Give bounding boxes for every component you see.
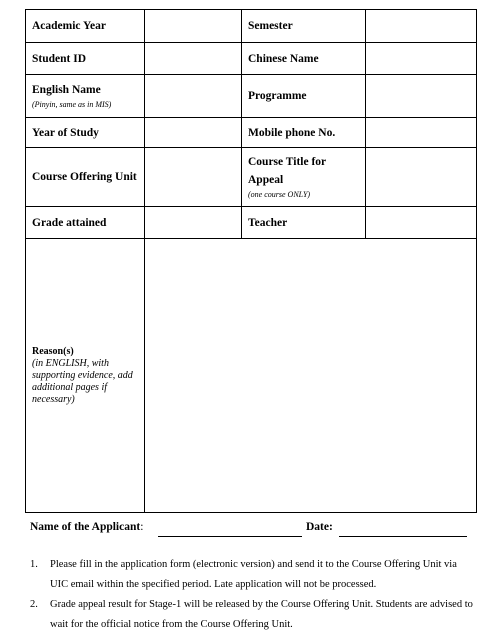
semester-field[interactable] [366,10,477,43]
grade-label: Grade attained [26,207,145,239]
english-name-field[interactable] [145,75,242,118]
year-of-study-label: Year of Study [26,118,145,148]
mobile-label: Mobile phone No. [242,118,366,148]
note-text: Grade appeal result for Stage-1 will be released by the Course Offering Unit. Students are advised to wait for the official notice from the Course Offering Unit. [50,599,473,630]
mobile-field[interactable] [366,118,477,148]
form-row [26,75,477,118]
english-name-note: (Pinyin, same as in MIS) [32,100,112,109]
academic-year-label: Academic Year [26,10,145,43]
course-offering-unit-label: Course Offering Unit [26,148,145,207]
notes-list [30,555,475,635]
note-item [30,595,475,635]
note-number: 2. [30,599,38,610]
teacher-label: Teacher [242,207,366,239]
appeal-form-table [25,9,477,513]
reason-note: (in ENGLISH, with supporting evidence, add additional pages if necessary) [32,358,133,405]
form-row [26,10,477,43]
course-title-label: Course Title for Appeal (one course ONLY) [242,148,366,207]
grade-field[interactable] [145,207,242,239]
course-offering-unit-field[interactable] [145,148,242,207]
programme-field[interactable] [366,75,477,118]
form-row [26,207,477,239]
reason-label: Reason(s) (in ENGLISH, with supporting evidence, add additional pages if necessary) [26,239,145,513]
applicant-name-label: Name of the Applicant: [30,521,144,533]
applicant-name-line[interactable] [158,536,302,537]
form-row [26,239,477,513]
date-label: Date: [306,521,333,533]
form-row [26,148,477,207]
teacher-field[interactable] [366,207,477,239]
semester-label: Semester [242,10,366,43]
student-id-label: Student ID [26,43,145,75]
note-number: 1. [30,559,38,570]
note-item [30,555,475,595]
date-line[interactable] [339,536,467,537]
english-name-label: English Name (Pinyin, same as in MIS) [26,75,145,118]
course-title-note: (one course ONLY) [248,190,311,199]
chinese-name-field[interactable] [366,43,477,75]
reason-field[interactable] [145,239,477,513]
chinese-name-label: Chinese Name [242,43,366,75]
note-text: Please fill in the application form (electronic version) and send it to the Course Offering Unit via UIC email within the specified period. Late application will not be processed. [50,559,457,590]
form-row [26,118,477,148]
year-of-study-field[interactable] [145,118,242,148]
signature-row [30,521,475,539]
programme-label: Programme [242,75,366,118]
academic-year-field[interactable] [145,10,242,43]
student-id-field[interactable] [145,43,242,75]
form-row [26,43,477,75]
course-title-field[interactable] [366,148,477,207]
